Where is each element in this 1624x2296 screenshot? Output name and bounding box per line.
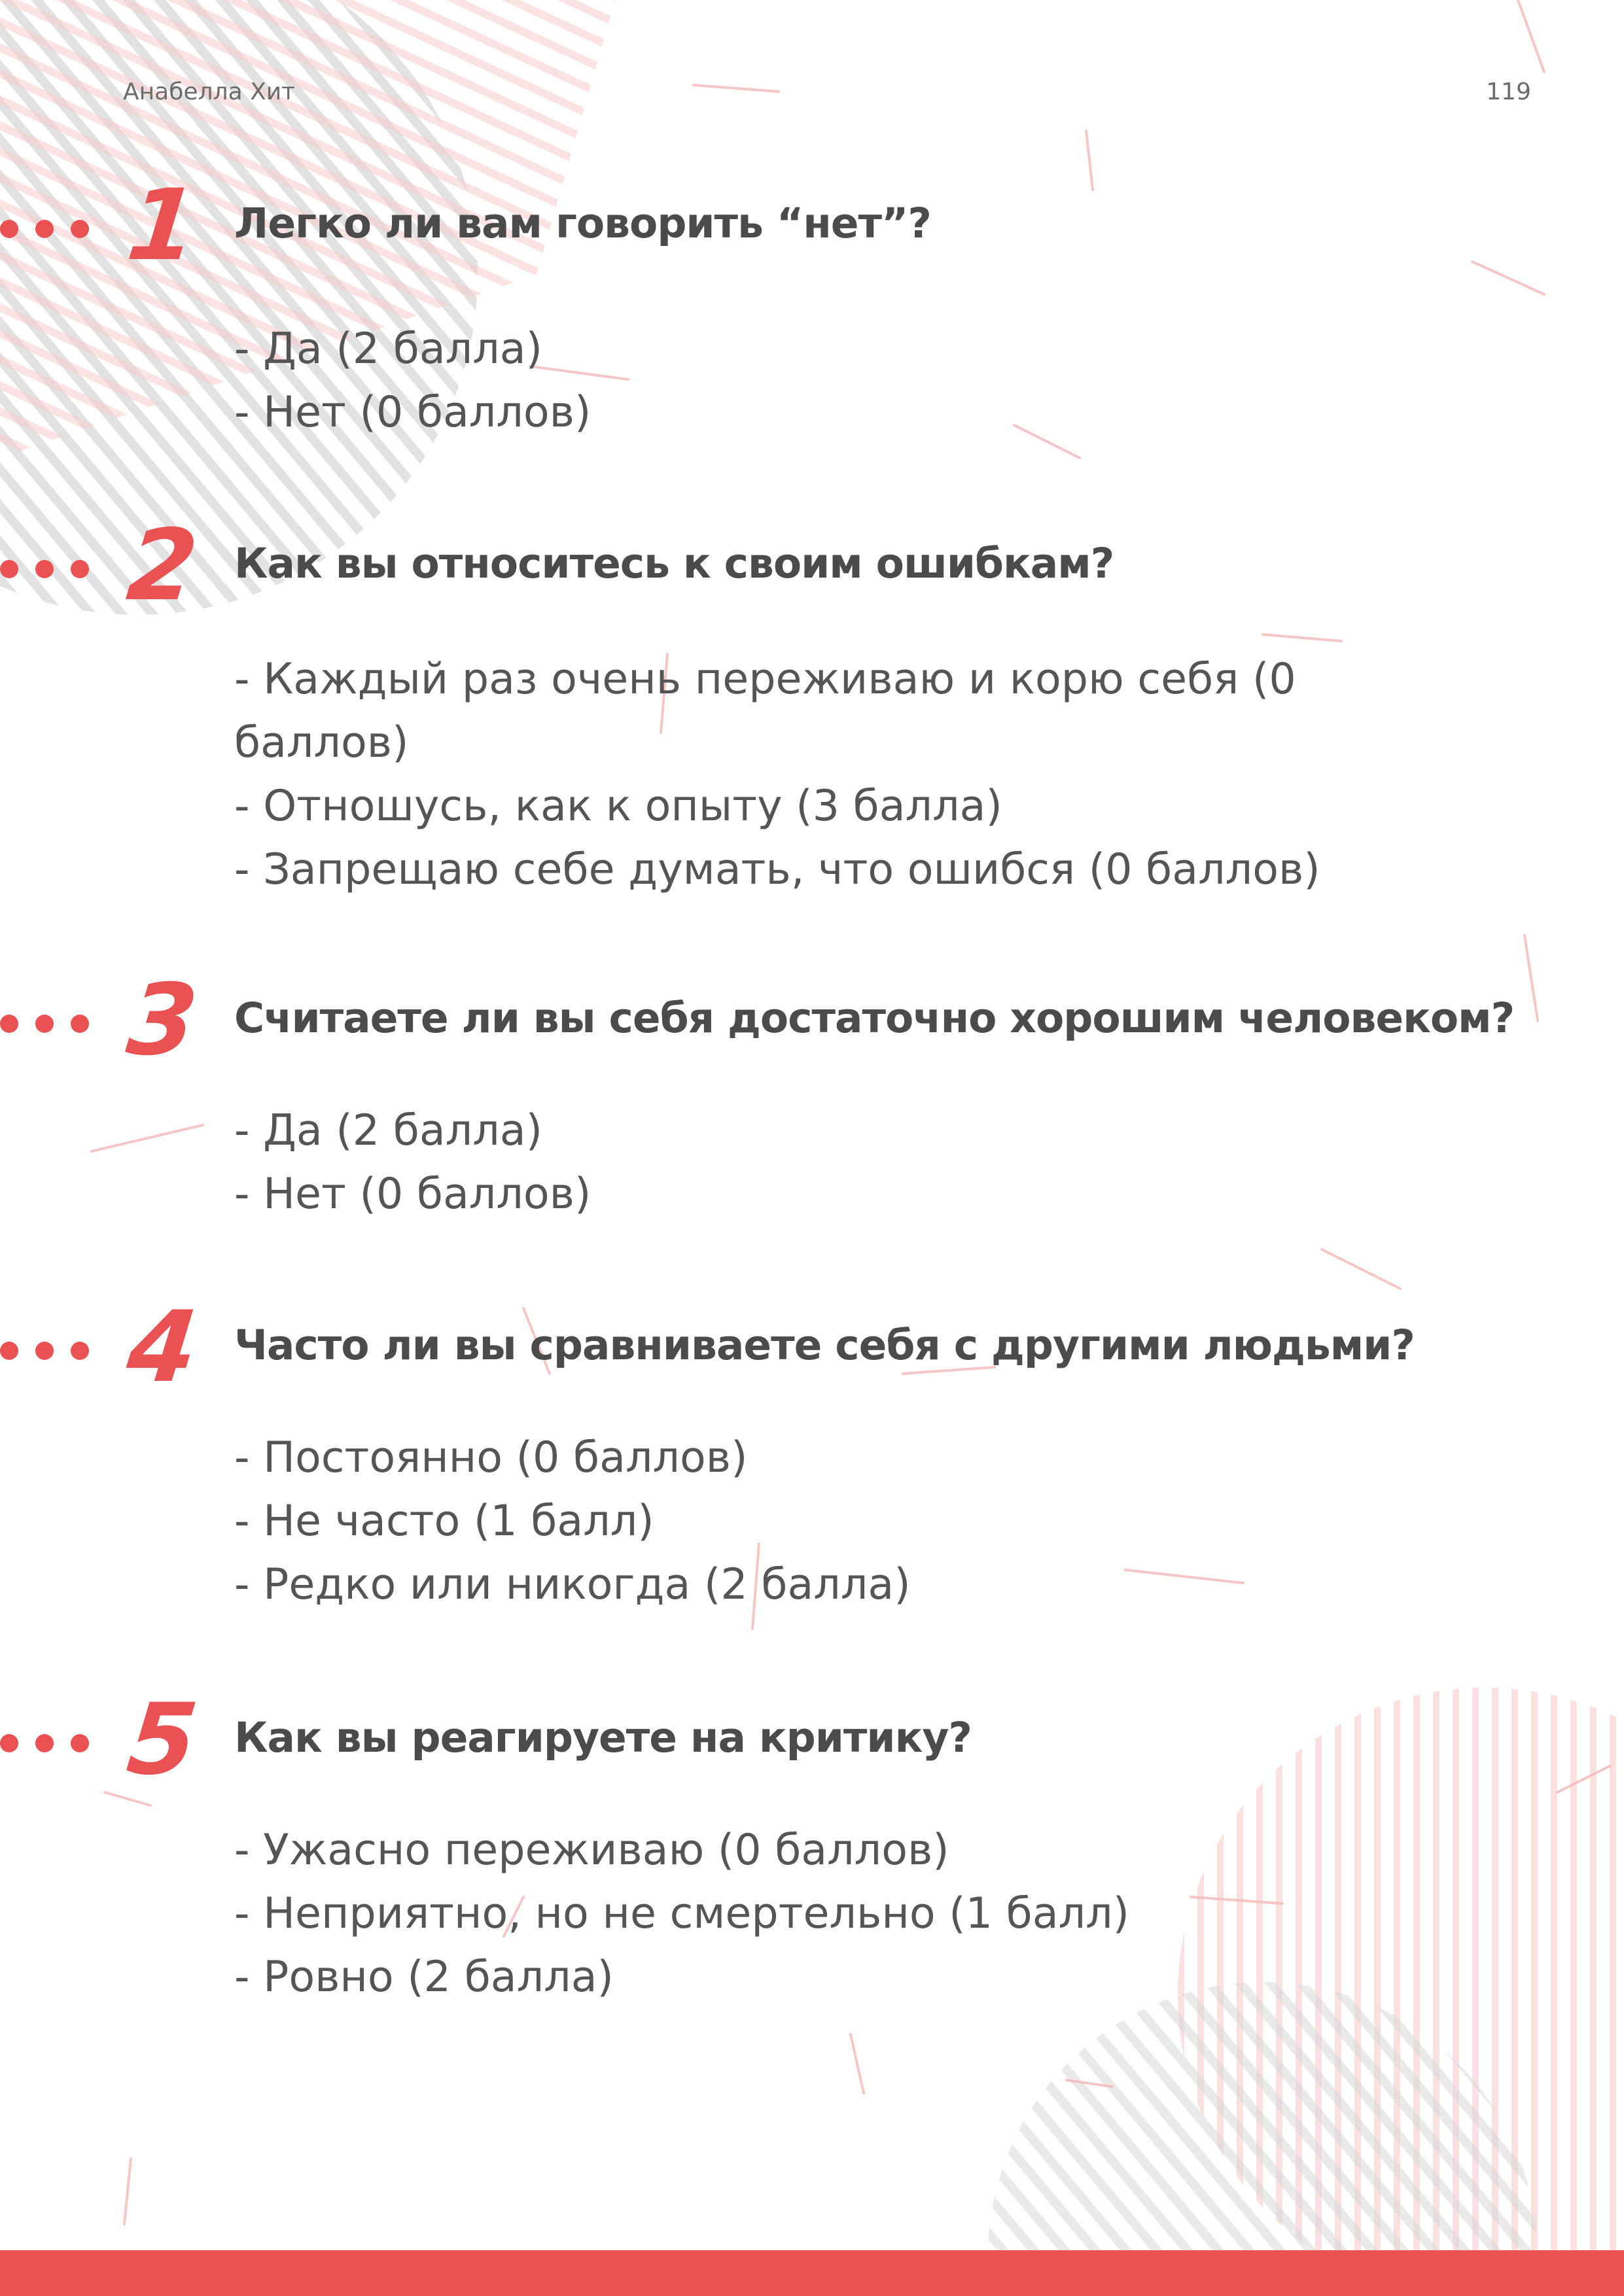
dots-decoration [0,1734,89,1752]
answer-option: - Постоянно (0 баллов) [234,1433,748,1482]
question-number: 1 [122,169,203,283]
question-title: Часто ли вы сравниваете себя с другими людьми? [234,1321,1415,1369]
answer-list [234,648,1379,901]
question-number: 3 [122,964,203,1077]
answer-option: - Нет (0 баллов) [234,388,591,437]
answer-list [234,1426,1445,1616]
question-title: Как вы относитесь к своим ошибкам? [234,540,1114,587]
answer-option: - Да (2 балла) [234,1106,542,1155]
answer-option: - Каждый раз очень переживаю и корю себя (0 баллов) [234,655,1296,767]
answer-list [234,317,1445,444]
dots-decoration [0,1342,89,1360]
dots-decoration [0,560,89,578]
dots-decoration [0,1015,89,1033]
question-title: Легко ли вам говорить “нет”? [234,200,931,247]
header-author: Анабелла Хит [123,78,296,105]
answer-option: - Запрещаю себе думать, что ошибся (0 баллов) [234,845,1320,894]
answer-option: - Нет (0 баллов) [234,1170,591,1219]
footer-bar [0,2250,1624,2296]
answer-option: - Не часто (1 балл) [234,1497,654,1546]
question-number: 2 [122,509,203,623]
answer-option: - Редко или никогда (2 балла) [234,1560,911,1609]
answer-option: - Отношусь, как к опыту (3 балла) [234,782,1002,831]
dots-decoration [0,220,89,238]
answer-option: - Да (2 балла) [234,324,542,374]
answer-option: - Ровно (2 балла) [234,1953,614,2002]
answer-list [234,1818,1445,2009]
question-number: 4 [122,1291,203,1404]
page-number: 119 [1486,78,1531,105]
question-title: Считаете ли вы себя достаточно хорошим человеком? [234,994,1515,1042]
question-title: Как вы реагируете на критику? [234,1714,972,1762]
answer-option: - Неприятно, но не смертельно (1 балл) [234,1889,1130,1938]
answer-list [234,1099,1445,1226]
question-number: 5 [122,1683,203,1797]
answer-option: - Ужасно переживаю (0 баллов) [234,1826,949,1875]
